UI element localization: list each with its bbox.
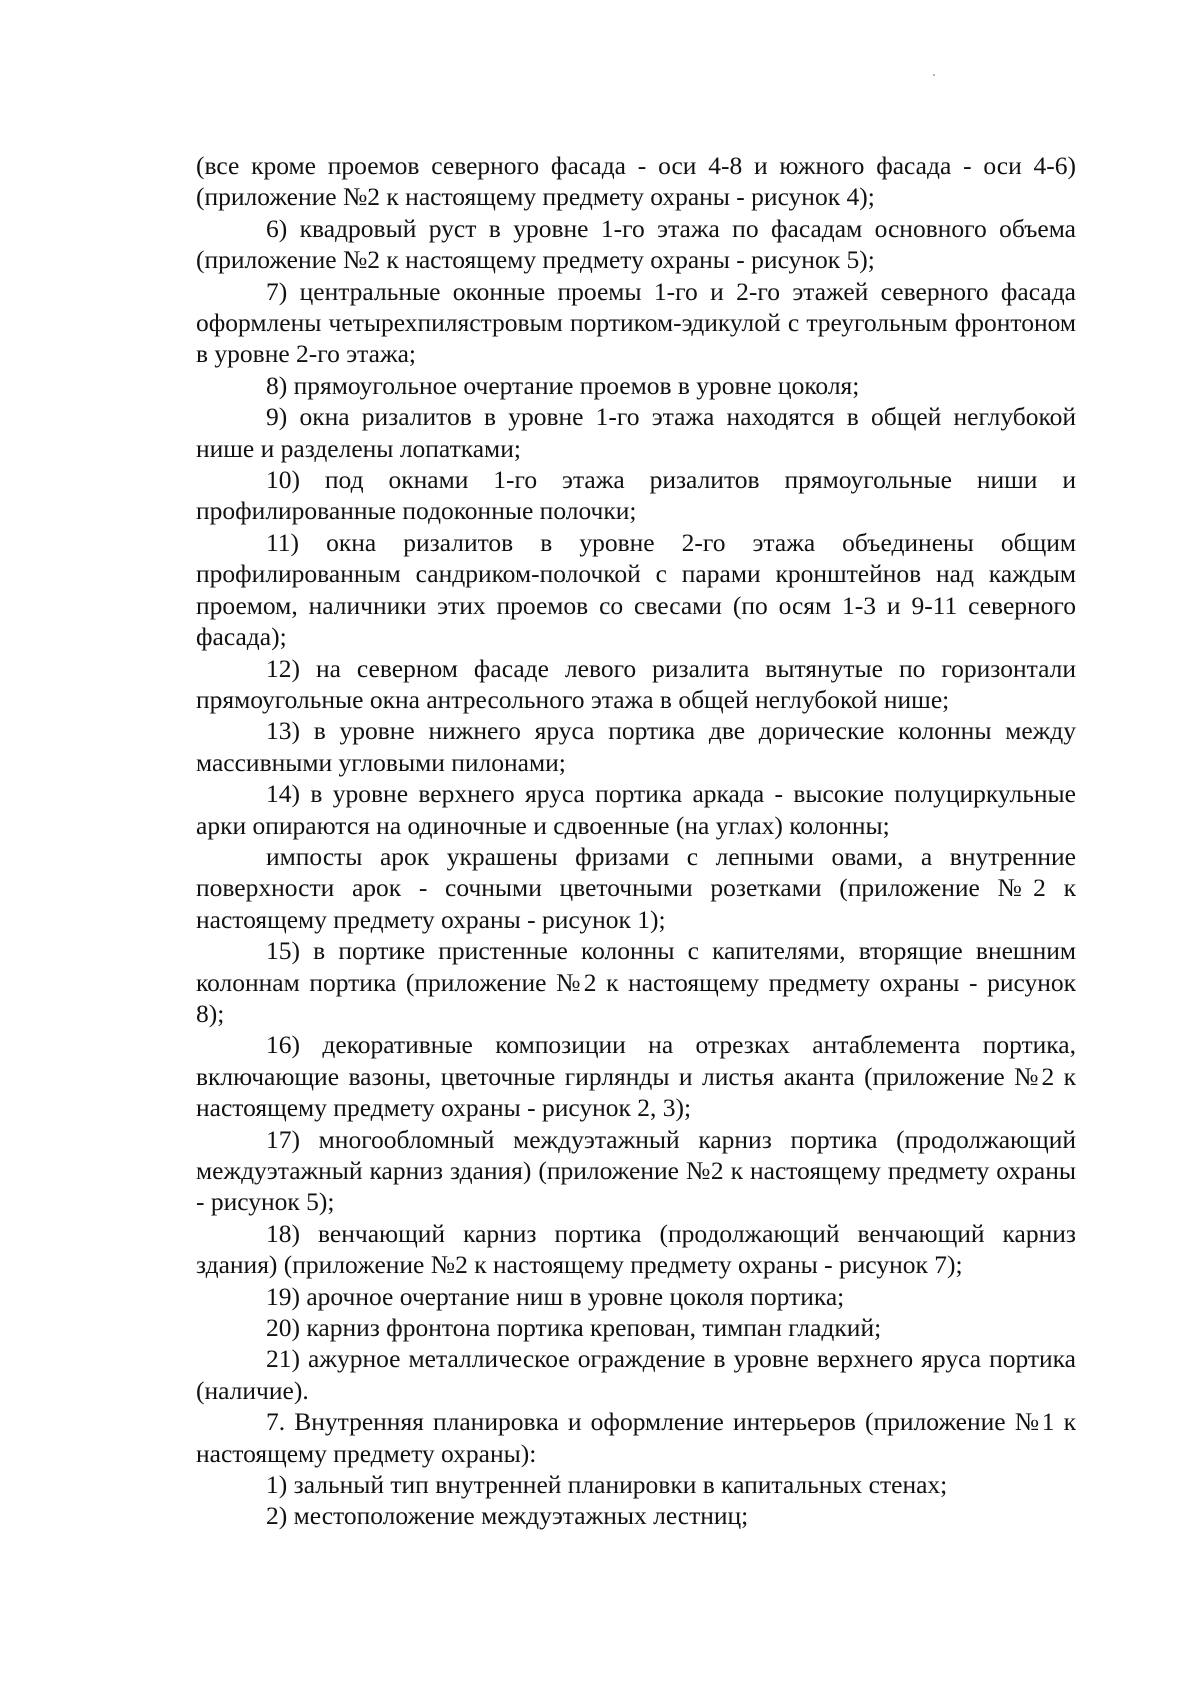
paragraph-item-17: 17) многообломный междуэтажный карниз портика (продолжающий междуэтажный карниз здания) (приложение №2 к настоящему предмету охраны - рисунок 5); — [196, 1124, 1076, 1217]
paragraph-item-21: 21) ажурное металлическое ограждение в уровне верхнего яруса портика (наличие). — [196, 1344, 1076, 1405]
paragraph-item-18: 18) венчающий карниз портика (продолжающий венчающий карниз здания) (приложение №2 к настоящему предмету охраны - рисунок 7); — [196, 1218, 1076, 1280]
scan-speck — [933, 74, 935, 76]
paragraph-section-7-item-2: 2) местоположение междуэтажных лестниц; — [266, 1501, 749, 1531]
paragraph-item-14: 14) в уровне верхнего яруса портика аркада - высокие полуциркульные арки опираются на одиночные и сдвоенные (на углах) колонны; — [196, 779, 1076, 840]
paragraph-item-13: 13) в уровне нижнего яруса портика две дорические колонны между массивными угловыми пилонами; — [196, 716, 1076, 777]
paragraph-item-15: 15) в портике пристенные колонны с капителями, вторящие внешним колоннам портика (приложение №2 к настоящему предмету охраны - рисунок 8); — [196, 936, 1076, 1028]
section-heading-7: 7. Внутренняя планировка и оформление интерьеров (приложение №1 к настоящему предмету охраны): — [196, 1407, 1076, 1468]
paragraph-item-6: 6) квадровый руст в уровне 1-го этажа по фасадам основного объема (приложение №2 к настоящему предмету охраны - рисунок 5); — [196, 213, 1076, 275]
paragraph-item-12: 12) на северном фасаде левого ризалита вытянутые по горизонтали прямоугольные окна антресольного этажа в общей неглубокой нише; — [196, 653, 1076, 714]
paragraph-item-11: 11) окна ризалитов в уровне 2-го этажа объединены общим профилированным сандриком-полочкой с парами кронштейнов над каждым проемом, наличники этих проемов со свесами (по осям 1-3 и 9-11 северного фасада); — [196, 527, 1076, 652]
document-body — [196, 150, 1076, 1532]
paragraph-item-16: 16) декоративные композиции на отрезках антаблемента портика, включающие вазоны, цветочные гирлянды и листья аканта (приложение №2 к настоящему предмету охраны - рисунок 2, 3); — [196, 1030, 1076, 1123]
paragraph-item-7: 7) центральные оконные проемы 1-го и 2-го этажей северного фасада оформлены четырехпилястровым портиком-эдикулой с треугольным фронтоном в уровне 2-го этажа; — [196, 276, 1076, 369]
paragraph-item-10: 10) под окнами 1-го этажа ризалитов прямоугольные ниши и профилированные подоконные полочки; — [196, 465, 1076, 526]
paragraph-continuation: (все кроме проемов северного фасада - оси 4-8 и южного фасада - оси 4-6) (приложение №2 к настоящему предмету охраны - рисунок 4); — [196, 151, 1076, 212]
paragraph-item-9: 9) окна ризалитов в уровне 1-го этажа находятся в общей неглубокой нише и разделены лопатками; — [196, 402, 1076, 463]
paragraph-item-19: 19) арочное очертание ниш в уровне цоколя портика; — [266, 1281, 845, 1311]
paragraph-item-14-imposts: импосты арок украшены фризами с лепными овами, а внутренние поверхности арок - сочными цветочными розетками (приложение №2 к настоящему предмету охраны - рисунок 1); — [196, 841, 1076, 934]
paragraph-section-7-item-1: 1) зальный тип внутренней планировки в капитальных стенах; — [266, 1470, 948, 1500]
paragraph-item-8: 8) прямоугольное очертание проемов в уровне цоколя; — [266, 370, 860, 400]
paragraph-item-20: 20) карниз фронтона портика крепован, тимпан гладкий; — [266, 1313, 882, 1343]
